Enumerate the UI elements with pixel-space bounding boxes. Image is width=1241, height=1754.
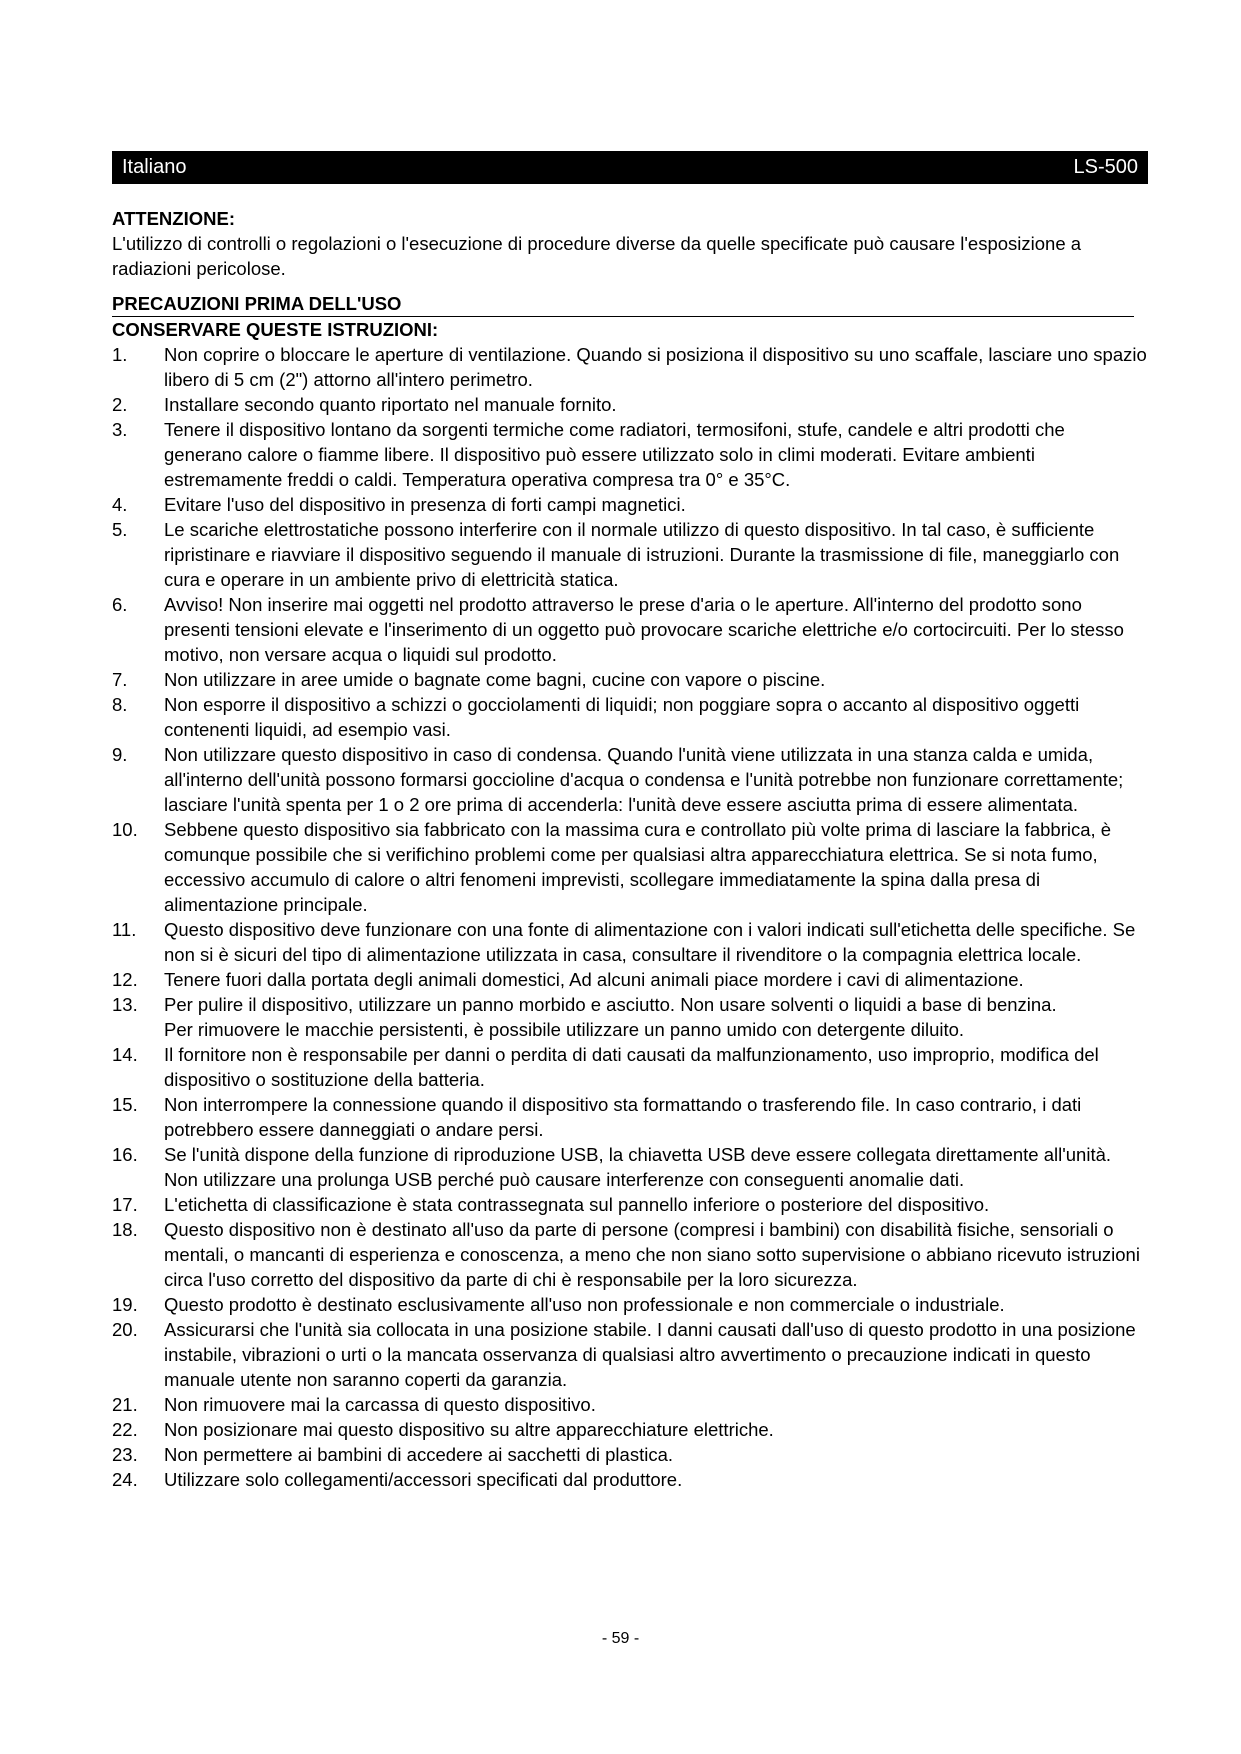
list-item <box>112 1142 1148 1192</box>
precautions-title: PRECAUZIONI PRIMA DELL'USO <box>112 291 1134 317</box>
item-text <box>164 492 1148 517</box>
item-text-main: Evitare l'uso del dispositivo in presenza di forti campi magnetici. <box>164 494 686 515</box>
item-text-main: Per pulire il dispositivo, utilizzare un panno morbido e asciutto. Non usare solventi o liquidi a base di benzina. <box>164 994 1057 1015</box>
item-text <box>164 1092 1148 1142</box>
item-text-extra: Per rimuovere le macchie persistenti, è possibile utilizzare un panno umido con detergente diluito. <box>164 1019 965 1040</box>
item-number: 21. <box>112 1394 138 1415</box>
item-number: 10. <box>112 819 138 840</box>
item-text <box>164 1467 1148 1492</box>
item-text <box>164 1217 1148 1292</box>
language-label: Italiano <box>122 156 187 178</box>
item-text <box>164 917 1148 967</box>
list-item <box>112 342 1148 392</box>
item-number: 22. <box>112 1419 138 1440</box>
list-item <box>112 1392 1148 1417</box>
list-item <box>112 817 1148 917</box>
list-item <box>112 592 1148 667</box>
list-item <box>112 667 1148 692</box>
item-text <box>164 1317 1148 1392</box>
item-text-main: L'etichetta di classificazione è stata contrassegnata sul pannello inferiore o posteriore del dispositivo. <box>164 1194 990 1215</box>
warning-title: ATTENZIONE: <box>112 208 235 229</box>
list-item <box>112 1217 1148 1292</box>
list-item <box>112 392 1148 417</box>
item-number: 19. <box>112 1294 138 1315</box>
item-text-main: Questo dispositivo deve funzionare con una fonte di alimentazione con i valori indicati sull'etichetta delle specifiche. Se non si è sicuri del tipo di alimentazione utilizzata in casa, consultare il rivenditore o la compagnia elettrica locale. <box>164 919 1136 965</box>
item-text <box>164 742 1148 817</box>
item-text-main: Non esporre il dispositivo a schizzi o gocciolamenti di liquidi; non poggiare sopra o accanto al dispositivo oggetti contenenti liquidi, ad esempio vasi. <box>164 694 1080 740</box>
list-item <box>112 492 1148 517</box>
item-number: 5. <box>112 519 128 540</box>
list-item <box>112 417 1148 492</box>
item-text-main: Non interrompere la connessione quando il dispositivo sta formattando o trasferendo file. In caso contrario, i dati potrebbero essere danneggiati o andare persi. <box>164 1094 1082 1140</box>
item-number: 3. <box>112 419 128 440</box>
list-item <box>112 917 1148 967</box>
item-number: 2. <box>112 394 128 415</box>
item-text-main: Sebbene questo dispositivo sia fabbricato con la massima cura e controllato più volte prima di lasciare la fabbrica, è comunque possibile che si verifichino problemi come per qualsiasi altra apparecchiatura elettrica. Se si nota fumo, eccessivo accumulo di calore o altri fenomeni imprevisti, scollegare immediatamente la spina dalla presa di alimentazione principale. <box>164 819 1112 915</box>
list-item <box>112 1292 1148 1317</box>
list-item <box>112 1042 1148 1092</box>
item-text <box>164 1442 1148 1467</box>
header-bar <box>112 151 1148 184</box>
item-number: 16. <box>112 1144 138 1165</box>
item-text <box>164 517 1148 592</box>
list-item <box>112 742 1148 817</box>
item-number: 9. <box>112 744 128 765</box>
page-number: - 59 - <box>601 1630 640 1647</box>
list-item <box>112 692 1148 742</box>
item-text-main: Installare secondo quanto riportato nel manuale fornito. <box>164 394 617 415</box>
item-number: 1. <box>112 344 128 365</box>
item-text <box>164 1042 1148 1092</box>
item-text <box>164 692 1148 742</box>
item-text-main: Non posizionare mai questo dispositivo su altre apparecchiature elettriche. <box>164 1419 774 1440</box>
item-number: 17. <box>112 1194 138 1215</box>
item-text <box>164 342 1148 392</box>
item-text-main: Utilizzare solo collegamenti/accessori specificati dal produttore. <box>164 1469 683 1490</box>
item-text <box>164 1142 1148 1192</box>
list-item <box>112 967 1148 992</box>
item-number: 15. <box>112 1094 138 1115</box>
item-text-main: Questo prodotto è destinato esclusivamente all'uso non professionale e non commerciale o industriale. <box>164 1294 1005 1315</box>
item-number: 8. <box>112 694 128 715</box>
item-text-main: Non utilizzare questo dispositivo in caso di condensa. Quando l'unità viene utilizzata in una stanza calda e umida, all'interno dell'unità possono formarsi goccioline d'acqua o condensa e l'unità potrebbe non funzionare correttamente; lasciare l'unità spenta per 1 o 2 ore prima di accenderla: l'unità deve essere asciutta prima di essere alimentata. <box>164 744 1124 815</box>
list-item <box>112 517 1148 592</box>
item-text-main: Se l'unità dispone della funzione di riproduzione USB, la chiavetta USB deve essere collegata direttamente all'unità. Non utilizzare una prolunga USB perché può causare interferenze con conseguenti anomalie dati. <box>164 1144 1112 1190</box>
precautions-list <box>112 342 1148 1492</box>
list-item <box>112 992 1148 1042</box>
item-text-main: Le scariche elettrostatiche possono interferire con il normale utilizzo di questo dispositivo. In tal caso, è sufficiente ripristinare e riavviare il dispositivo seguendo il manuale di istruzioni. Durante la trasmissione di file, maneggiarlo con cura e operare in un ambiente privo di elettricità statica. <box>164 519 1120 590</box>
item-text-main: Non utilizzare in aree umide o bagnate come bagni, cucine con vapore o piscine. <box>164 669 826 690</box>
item-text-main: Questo dispositivo non è destinato all'uso da parte di persone (compresi i bambini) con disabilità fisiche, sensoriali o mentali, o mancanti di esperienza e conoscenza, a meno che non siano sotto supervisione o abbiano ricevuto istruzioni circa l'uso corretto del dispositivo da parte di chi è responsabile per la loro sicurezza. <box>164 1219 1140 1290</box>
item-text-main: Tenere fuori dalla portata degli animali domestici, Ad alcuni animali piace mordere i cavi di alimentazione. <box>164 969 1024 990</box>
item-number: 4. <box>112 494 128 515</box>
list-item <box>112 1092 1148 1142</box>
list-item <box>112 1417 1148 1442</box>
item-text-main: Il fornitore non è responsabile per danni o perdita di dati causati da malfunzionamento, uso improprio, modifica del dispositivo o sostituzione della batteria. <box>164 1044 1099 1090</box>
item-text-main: Tenere il dispositivo lontano da sorgenti termiche come radiatori, termosifoni, stufe, candele e altri prodotti che generano calore o fiamme libere. Il dispositivo può essere utilizzato solo in climi moderati. Evitare ambienti estremamente freddi o caldi. Temperatura operativa compresa tra 0° e 35°C. <box>164 419 1065 490</box>
item-text <box>164 1192 1148 1217</box>
item-number: 13. <box>112 994 138 1015</box>
item-text <box>164 1392 1148 1417</box>
item-text <box>164 967 1148 992</box>
list-item <box>112 1317 1148 1392</box>
item-text-main: Non rimuovere mai la carcassa di questo dispositivo. <box>164 1394 596 1415</box>
item-text <box>164 1292 1148 1317</box>
manual-page <box>112 151 1148 1492</box>
keep-instructions-title: CONSERVARE QUESTE ISTRUZIONI: <box>112 319 439 340</box>
item-number: 24. <box>112 1469 138 1490</box>
item-text <box>164 1417 1148 1442</box>
item-text <box>164 417 1148 492</box>
item-number: 7. <box>112 669 128 690</box>
model-label: LS-500 <box>1073 156 1138 178</box>
item-text <box>164 592 1148 667</box>
item-text-main: Assicurarsi che l'unità sia collocata in una posizione stabile. I danni causati dall'uso di questo prodotto in una posizione instabile, vibrazioni o urti o la mancata osservanza di qualsiasi altro avvertimento o precauzione indicati in questo manuale utente non saranno coperti da garanzia. <box>164 1319 1136 1390</box>
item-text-main: Non permettere ai bambini di accedere ai sacchetti di plastica. <box>164 1444 674 1465</box>
item-number: 23. <box>112 1444 138 1465</box>
list-item <box>112 1192 1148 1217</box>
list-item <box>112 1442 1148 1467</box>
item-number: 18. <box>112 1219 138 1240</box>
list-item <box>112 1467 1148 1492</box>
item-number: 20. <box>112 1319 138 1340</box>
item-text-main: Non coprire o bloccare le aperture di ventilazione. Quando si posiziona il dispositivo su uno scaffale, lasciare uno spazio libero di 5 cm (2") attorno all'intero perimetro. <box>164 344 1147 390</box>
item-number: 11. <box>112 919 137 940</box>
item-text <box>164 992 1148 1042</box>
item-number: 12. <box>112 969 138 990</box>
warning-text: L'utilizzo di controlli o regolazioni o l'esecuzione di procedure diverse da quelle specificate può causare l'esposizione a radiazioni pericolose. <box>112 233 1082 279</box>
item-text-main: Avviso! Non inserire mai oggetti nel prodotto attraverso le prese d'aria o le aperture. All'interno del prodotto sono presenti tensioni elevate e l'inserimento di un oggetto può provocare scariche elettriche e/o cortocircuiti. Per lo stesso motivo, non versare acqua o liquidi sul prodotto. <box>164 594 1124 665</box>
item-text <box>164 392 1148 417</box>
item-text <box>164 817 1148 917</box>
item-text <box>164 667 1148 692</box>
item-number: 6. <box>112 594 128 615</box>
item-number: 14. <box>112 1044 138 1065</box>
